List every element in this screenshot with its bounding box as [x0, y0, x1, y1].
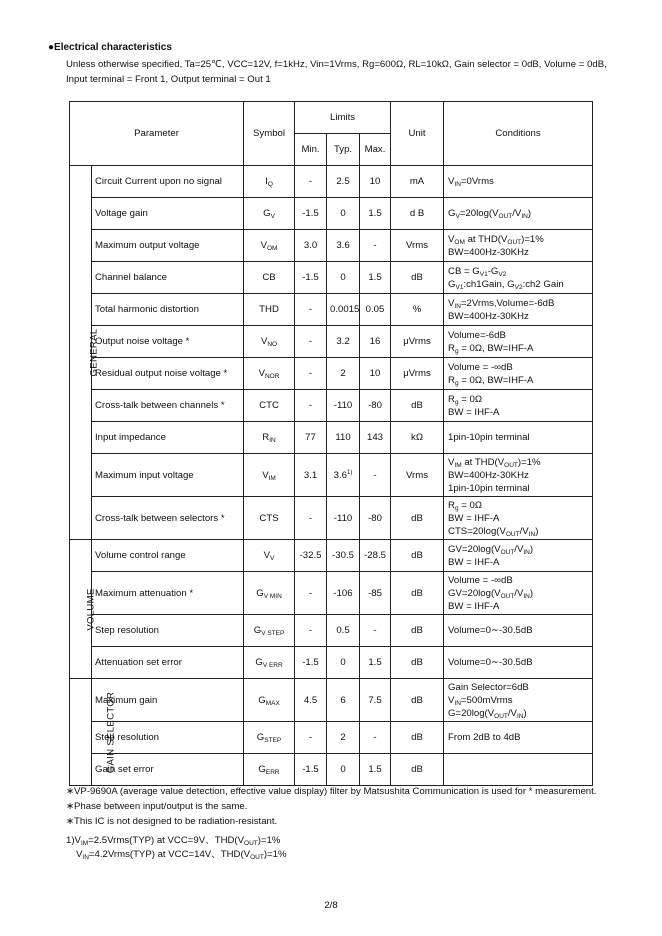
max: 1.5: [360, 647, 391, 679]
min: -: [295, 358, 327, 390]
table-row: [70, 230, 593, 262]
symbol: $V_{NOR}$: [244, 358, 295, 390]
typ: 2.5: [327, 166, 360, 198]
conditions: Volume=-6dB $R_g = 0\Omega$, BW=IHF-A: [444, 326, 593, 358]
table-row: [70, 572, 593, 615]
group-label-gain-selector: GAIN SELECTOR: [70, 679, 92, 786]
group-label-general: GENERAL: [70, 166, 92, 540]
table-row: [70, 422, 593, 454]
param: Input impedance: [92, 422, 244, 454]
max: -28.5: [360, 540, 391, 572]
conditions: $V_{IN}=2Vrms,Volume=-6dB$ BW=400Hz-30KHz: [444, 294, 593, 326]
conditions: $V_{OM}$ at $THD(V_{OUT})=1\%$ BW=400Hz-30KHz: [444, 230, 593, 262]
table-row: [70, 454, 593, 497]
header-limits: Limits: [295, 102, 391, 134]
symbol: $V_{OM}$: [244, 230, 295, 262]
test-conditions-line-2: Input terminal = Front 1, Output terminal = Out 1: [66, 74, 271, 85]
min: -32.5: [295, 540, 327, 572]
typ: -30.5: [327, 540, 360, 572]
conditions: Volume=0∼-30.5dB: [444, 615, 593, 647]
typ: 0.5: [327, 615, 360, 647]
unit: μVrms: [391, 326, 444, 358]
symbol: $G_{V MIN}$: [244, 572, 295, 615]
max: -: [360, 230, 391, 262]
max: 7.5: [360, 679, 391, 722]
param: Cross-talk between selectors *: [92, 497, 244, 540]
table-row: [70, 262, 593, 294]
unit: dB: [391, 615, 444, 647]
conditions: $R_g = 0\Omega$ BW = IHF-A $CTS=20\log(V_{OUT}/V_{IN})$: [444, 497, 593, 540]
table-row: [70, 294, 593, 326]
symbol: CTC: [244, 390, 295, 422]
typ: 0: [327, 754, 360, 786]
min: 3.1: [295, 454, 327, 497]
table-row: [70, 615, 593, 647]
param: Maximum gain: [92, 679, 244, 722]
section-title: ●Electrical characteristics: [48, 42, 172, 53]
conditions: $V_{IM}$ at $THD(V_{OUT})=1\%$ BW=400Hz-30KHz 1pin-10pin terminal: [444, 454, 593, 497]
table-row: [70, 754, 593, 786]
conditions: CB = $G_{V1}-G_{V2}$ $G_{V1}:ch1Gain$, $G_{V2}:ch2$ Gain: [444, 262, 593, 294]
symbol: CB: [244, 262, 295, 294]
unit: Vrms: [391, 454, 444, 497]
header-max: Max.: [360, 134, 391, 166]
symbol: $G_V$: [244, 198, 295, 230]
footnote-1a: $1)V_{IM}=2.5Vrms(TYP)$ at VCC=9V、$THD(V_{OUT})=1\%$: [66, 835, 281, 847]
test-conditions-line-1: Unless otherwise specified, Ta=25℃, VCC=12V, f=1kHz, Vin=1Vrms, Rg=600Ω, RL=10kΩ, Gain selector = 0dB, Volume = 0dB,: [66, 59, 607, 70]
param: Gain set error: [92, 754, 244, 786]
unit: Vrms: [391, 230, 444, 262]
max: -80: [360, 390, 391, 422]
unit: dB: [391, 540, 444, 572]
conditions: $G_V=20\log(V_{OUT}/V_{IN})$: [444, 198, 593, 230]
param: Maximum input voltage: [92, 454, 244, 497]
table-row: [70, 679, 593, 722]
max: 1.5: [360, 754, 391, 786]
max: 0.05: [360, 294, 391, 326]
conditions: Gain Selector=6dB $V_{IN}=500mVrms$ $G=20\log(V_{OUT}/V_{IN})$: [444, 679, 593, 722]
max: 10: [360, 358, 391, 390]
unit: dB: [391, 679, 444, 722]
table-row: [70, 540, 593, 572]
typ: 0: [327, 262, 360, 294]
param: Channel balance: [92, 262, 244, 294]
group-label-volume: VOLUME: [70, 540, 92, 679]
param: Step resolution: [92, 722, 244, 754]
symbol: $G_{STEP}$: [244, 722, 295, 754]
footnote-1b: $V_{IN}=4.2Vrms(TYP)$ at VCC=14V、$THD(V_{OUT})=1\%$: [76, 849, 287, 861]
min: -: [295, 572, 327, 615]
max: -: [360, 722, 391, 754]
max: 1.5: [360, 262, 391, 294]
param: Cross-talk between channels *: [92, 390, 244, 422]
unit: dB: [391, 722, 444, 754]
min: -: [295, 722, 327, 754]
unit: %: [391, 294, 444, 326]
typ: 6: [327, 679, 360, 722]
note-filter: ∗VP-9690A (average value detection, effective value display) filter by Matsushita Communication is used for * measurement.: [66, 786, 597, 797]
unit: mA: [391, 166, 444, 198]
max: 16: [360, 326, 391, 358]
typ: 2: [327, 358, 360, 390]
min: -: [295, 615, 327, 647]
conditions: $R_g = 0\Omega$ BW = IHF-A: [444, 390, 593, 422]
max: -: [360, 454, 391, 497]
conditions: [444, 754, 593, 786]
table-row: [70, 722, 593, 754]
min: -: [295, 326, 327, 358]
param: Volume control range: [92, 540, 244, 572]
note-phase: ∗Phase between input/output is the same.: [66, 801, 248, 812]
header-typ: Typ.: [327, 134, 360, 166]
table-row: [70, 497, 593, 540]
header-parameter: Parameter: [70, 102, 244, 166]
max: 1.5: [360, 198, 391, 230]
conditions: Volume = -∞dB $GV=20\log(V_{OUT}/V_{IN})$ BW = IHF-A: [444, 572, 593, 615]
note-radiation: ∗This IC is not designed to be radiation-resistant.: [66, 816, 278, 827]
typ: 3.6$^{1)}$: [327, 454, 360, 497]
symbol: $V_{IM}$: [244, 454, 295, 497]
max: -: [360, 615, 391, 647]
header-symbol: Symbol: [244, 102, 295, 166]
unit: d B: [391, 198, 444, 230]
typ: 3.2: [327, 326, 360, 358]
symbol: CTS: [244, 497, 295, 540]
table-row: [70, 647, 593, 679]
conditions: $GV=20\log(V_{OUT}/V_{IN})$ BW = IHF-A: [444, 540, 593, 572]
param: Maximum output voltage: [92, 230, 244, 262]
min: 4.5: [295, 679, 327, 722]
param: Total harmonic distortion: [92, 294, 244, 326]
symbol: $R_{IN}$: [244, 422, 295, 454]
param: Output noise voltage *: [92, 326, 244, 358]
min: -1.5: [295, 198, 327, 230]
symbol: $V_{NO}$: [244, 326, 295, 358]
param: Voltage gain: [92, 198, 244, 230]
table-row: [70, 198, 593, 230]
page-number: 2/8: [324, 900, 338, 911]
typ: 110: [327, 422, 360, 454]
typ: -106: [327, 572, 360, 615]
typ: 0: [327, 647, 360, 679]
typ: -110: [327, 497, 360, 540]
min: 77: [295, 422, 327, 454]
table-row: [70, 166, 593, 198]
min: -: [295, 166, 327, 198]
min: 3.0: [295, 230, 327, 262]
max: -80: [360, 497, 391, 540]
symbol: $G_{V STEP}$: [244, 615, 295, 647]
table-row: [70, 326, 593, 358]
unit: μVrms: [391, 358, 444, 390]
symbol: $G_{MAX}$: [244, 679, 295, 722]
unit: dB: [391, 572, 444, 615]
symbol: $I_Q$: [244, 166, 295, 198]
typ: 2: [327, 722, 360, 754]
conditions: From 2dB to 4dB: [444, 722, 593, 754]
typ: 0.0015: [327, 294, 360, 326]
unit: dB: [391, 647, 444, 679]
unit: dB: [391, 754, 444, 786]
unit: dB: [391, 497, 444, 540]
param: Attenuation set error: [92, 647, 244, 679]
symbol: $G_{V ERR}$: [244, 647, 295, 679]
conditions: Volume = -∞dB $R_g = 0\Omega$, BW=IHF-A: [444, 358, 593, 390]
max: -85: [360, 572, 391, 615]
table-row: [70, 358, 593, 390]
min: -1.5: [295, 647, 327, 679]
typ: 0: [327, 198, 360, 230]
header-unit: Unit: [391, 102, 444, 166]
min: -: [295, 390, 327, 422]
param: Residual output noise voltage *: [92, 358, 244, 390]
param: Step resolution: [92, 615, 244, 647]
symbol: THD: [244, 294, 295, 326]
unit: dB: [391, 390, 444, 422]
symbol: $G_{ERR}$: [244, 754, 295, 786]
header-min: Min.: [295, 134, 327, 166]
conditions: Volume=0∼-30.5dB: [444, 647, 593, 679]
typ: 3.6: [327, 230, 360, 262]
conditions: 1pin-10pin terminal: [444, 422, 593, 454]
min: -: [295, 294, 327, 326]
min: -1.5: [295, 262, 327, 294]
typ: -110: [327, 390, 360, 422]
min: -1.5: [295, 754, 327, 786]
symbol: $V_V$: [244, 540, 295, 572]
table-row: [70, 390, 593, 422]
max: 10: [360, 166, 391, 198]
unit: kΩ: [391, 422, 444, 454]
header-conditions: Conditions: [444, 102, 593, 166]
param: Maximum attenuation *: [92, 572, 244, 615]
unit: dB: [391, 262, 444, 294]
min: -: [295, 497, 327, 540]
conditions: $V_{IN}=0Vrms$: [444, 166, 593, 198]
electrical-characteristics-table: [69, 101, 593, 786]
max: 143: [360, 422, 391, 454]
param: Circuit Current upon no signal: [92, 166, 244, 198]
